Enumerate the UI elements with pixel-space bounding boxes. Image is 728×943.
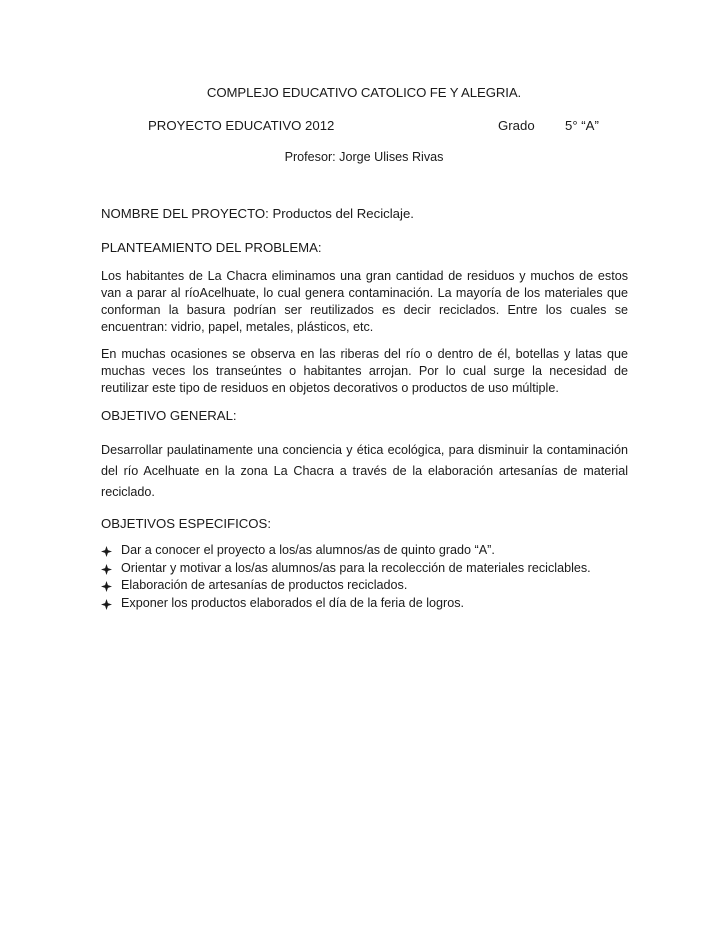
list-item xyxy=(101,560,628,578)
specific-objectives-list xyxy=(101,542,628,612)
grade-label: Grado xyxy=(498,118,535,133)
diamond-bullet-icon xyxy=(101,581,112,592)
school-name: COMPLEJO EDUCATIVO CATOLICO FE Y ALEGRIA. xyxy=(206,85,522,100)
list-item xyxy=(101,542,628,560)
problem-heading: PLANTEAMIENTO DEL PROBLEMA: xyxy=(101,240,322,255)
specific-objective-text: Exponer los productos elaborados el día de la feria de logros. xyxy=(121,595,465,610)
project-name-heading: NOMBRE DEL PROYECTO: Productos del Reciclaje. xyxy=(101,206,414,221)
list-item xyxy=(101,595,628,613)
list-item xyxy=(101,577,628,595)
specific-objective-text: Dar a conocer el proyecto a los/as alumnos/as de quinto grado “A”. xyxy=(121,543,495,557)
specific-objective-text: Orientar y motivar a los/as alumnos/as para la recolección de materiales reciclables. xyxy=(121,560,591,575)
project-title: PROYECTO EDUCATIVO 2012 xyxy=(148,118,335,133)
general-objective-text: Desarrollar paulatinamente una conciencia y ética ecológica, para disminuir la contaminación del río Acelhuate en la zona La Chacra a través de la elaboración artesanías de material reciclado. xyxy=(101,443,628,499)
problem-paragraph-2: En muchas ocasiones se observa en las riberas del río o dentro de él, botellas y latas que muchas veces los transeúntes o habitantes arrojan. Por lo cual surge la necesidad de reutilizar este tipo de residuos en objetos decorativos o productos de uso múltiple. xyxy=(101,347,628,395)
general-objective-heading: OBJETIVO GENERAL: xyxy=(101,408,237,423)
specific-objective-text: Elaboración de artesanías de productos reciclados. xyxy=(121,578,408,592)
document-body xyxy=(101,205,628,612)
diamond-bullet-icon xyxy=(101,564,112,575)
teacher-name: Profesor: Jorge Ulises Rivas xyxy=(284,150,444,164)
problem-paragraph-1: Los habitantes de La Chacra eliminamos una gran cantidad de residuos y muchos de estos van a parar al ríoAcelhuate, lo cual genera contaminación. La mayoría de los materiales que conforman la basura podrían ser reutilizados es decir reciclados. Entre los cuales se encuentran: vidrio, papel, metales, plásticos, etc. xyxy=(101,269,628,334)
diamond-bullet-icon xyxy=(101,546,112,557)
grade-value: 5° “A” xyxy=(565,118,599,133)
diamond-bullet-icon xyxy=(101,599,112,610)
specific-objectives-heading: OBJETIVOS ESPECIFICOS: xyxy=(101,516,272,531)
